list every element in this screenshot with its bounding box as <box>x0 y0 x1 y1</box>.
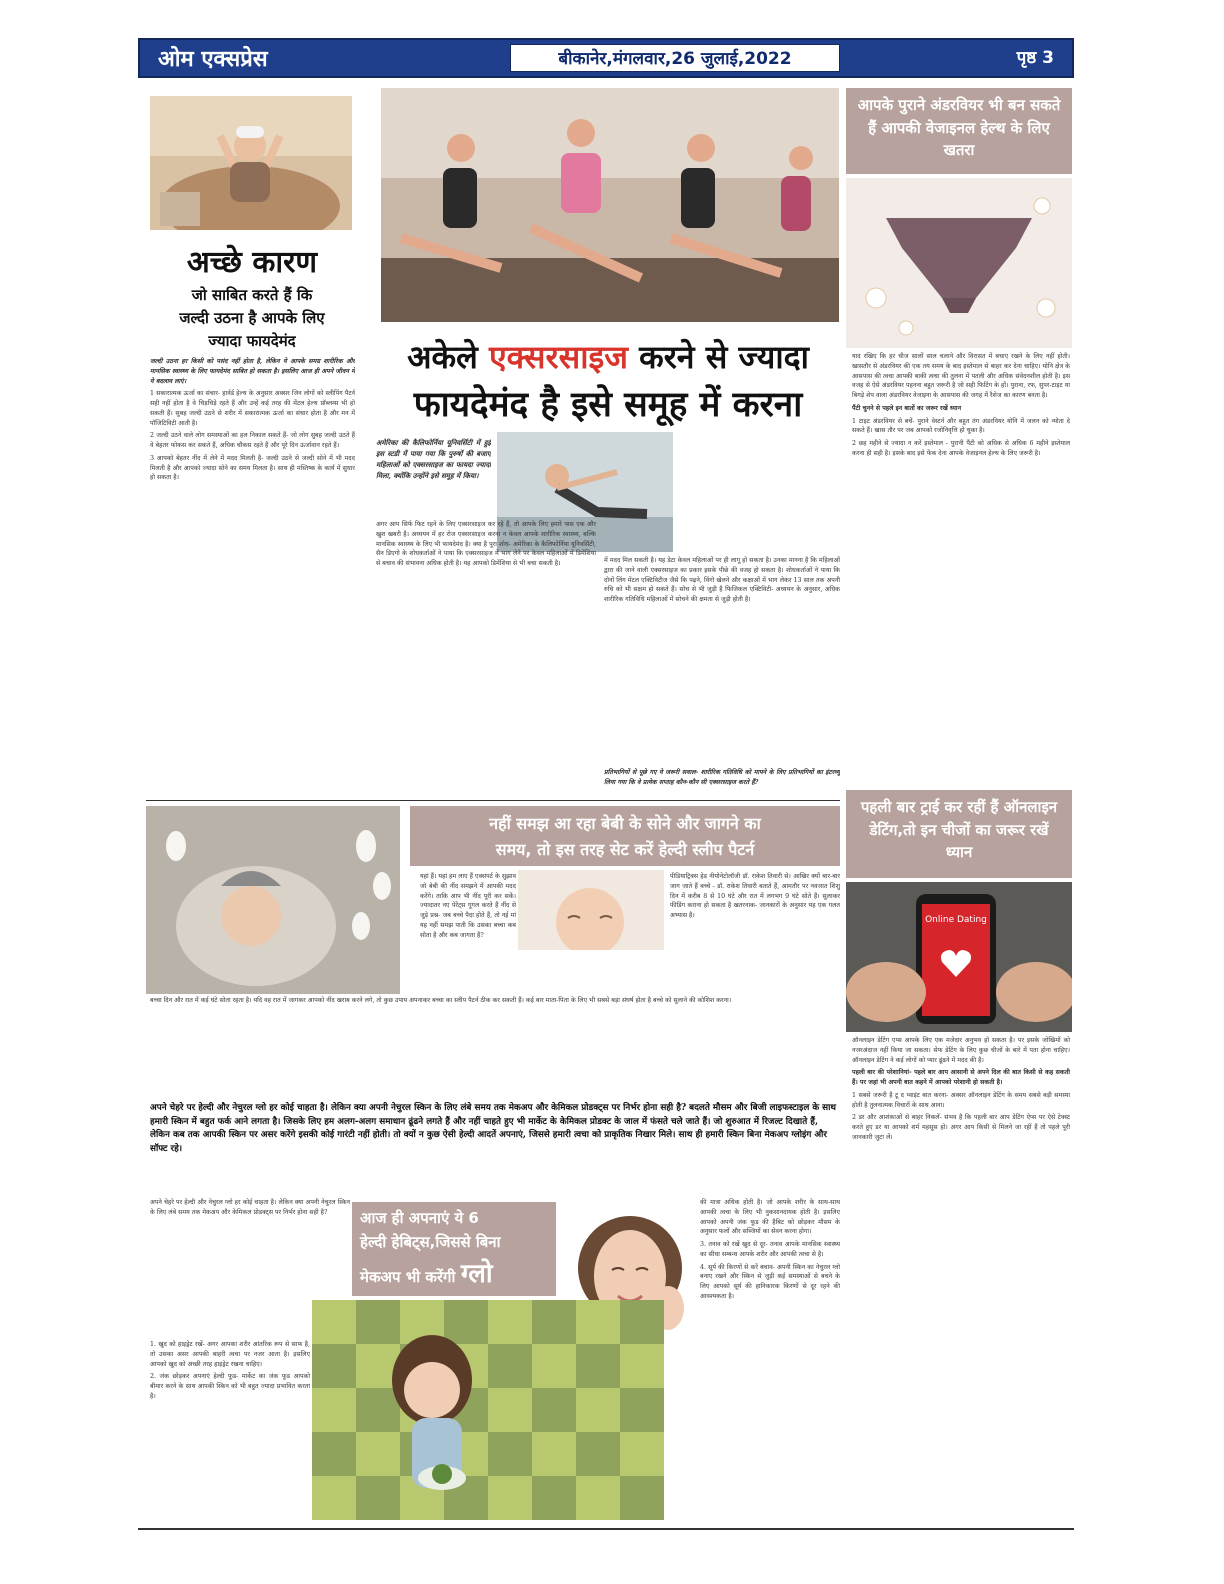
underwear-point-1: 1 टाइट अंडरवियर से बचें- पुराने वेस्टर्न और बहुत तंग अंडरवियर योनि में जलन को न्योता दे सकते हैं। खास तौर पर जब आपको रजोनिवृत्ति हो चुका है। <box>852 417 1070 435</box>
glow-col1-text: अपने चेहरे पर हेल्दी और नेचुरल ग्लो हर कोई चाहता है। लेकिन क्या अपनी नेचुरल स्किन के लिए लंबे समय तक मेकअप और केमिकल प्रोडक्ट्स पर निर्भर होना सही है? <box>150 1199 350 1216</box>
exercise-headline-part2: करने से ज्यादा <box>628 338 809 376</box>
glow-point-4: 4. सूर्य की किरणों से करें बचाव- अपनी स्किन का नेचुरल ग्लो बनाए रखने और स्किन से जुड़ी कई समस्याओं से बचने के लिए आपको सूर्य की हानिकारक किरणों से दूर रहने की आवश्यकता है। <box>700 1263 840 1300</box>
glow-headline-box <box>352 1202 556 1296</box>
glow-headline-3: मेकअप भी करेंगी <box>360 1268 456 1286</box>
wake-point-1: 1 सकारात्मक ऊर्जा का संचार- हार्वर्ड हेल्थ के अनुसार अक्सर जिन लोगों को स्लीपिंग पैटर्न सही नहीं होता है वे चिड़चिड़े रहते हैं और उन्हें कई तरह की मेंटल हेल्थ प्रॉब्लम्स भी हो सकती हैं। सुबह जल्दी उठने से शरीर में सकारात्मक ऊर्जा का संचार होता है और मन में पॉजिटिविटी आती है। <box>150 390 355 427</box>
dating-point-2: 2 डर और आशंकाओं से बाहर निकलें- संभव है कि पहली बार आप डेटिंग ऐप्स पर ऐसे टेक्स्ट करते हुए डर या आपको शर्म महसूस हो। अगर आप किसी से मिलने जा रहीं हैं तो पहले पूरी जानकारी जुटा लें। <box>852 1114 1070 1141</box>
glow-headline-3-row <box>352 1254 556 1290</box>
exercise-caption: प्रतिभागियों से पूछे गए ये जरूरी सवाल- शारीरिक गतिविधि को मापने के लिए प्रतिभागियों का इंटरव्यू लिया गया कि वे प्रत्येक सप्ताह कौन-कौन सी एक्सरसाइज करते हैं? <box>604 769 840 786</box>
dateline: बीकानेर,मंगलवार,26 जुलाई,2022 <box>510 44 840 72</box>
glow-point-2: 2. जंक छोड़कर अपनाएं हेल्दी फूड- मार्केट का जंक फूड आपको बीमार करने के साथ आपकी स्किन को भी बहुत ज्यादा प्रभावित करता है। <box>150 1373 310 1400</box>
glow-col1b <box>150 1340 310 1520</box>
underwear-headline: आपके पुराने अंडरवियर भी बन सकते हैं आपकी वेजाइनल हेल्थ के लिए खतरा <box>857 96 1061 159</box>
baby-headline-box <box>410 806 840 866</box>
glow-headline-glow: ग्लो <box>460 1259 493 1289</box>
woman-picnic-illustration <box>312 1300 664 1520</box>
underwear-headline-box <box>846 88 1072 174</box>
wake-point-3: 3 आपको बेहतर नींद में लेने में मदद मिलती है- जल्दी उठने से जल्दी सोने में भी मदद मिलती है और आपको ज्यादा सोने का समय मिलता है। साथ ही मस्तिष्क के कार्य में सुधार हो सकता है। <box>150 454 355 482</box>
dating-body <box>852 1036 1070 1336</box>
underwear-illustration <box>846 178 1072 348</box>
baby-face-illustration <box>518 870 664 976</box>
phone-screen-label: Online Dating <box>925 915 987 925</box>
glow-col2-text: की मात्रा अधिक होती है। जो आपके शरीर के साथ-साथ आपकी त्वचा के लिए भी नुकसानदायक होती है। इसलिए आपको अपनी जंक फूड की हैबिट को छोड़कर मौसम के अनुसार फलों और सब्जियों का सेवन करना होगा। <box>700 1199 840 1236</box>
exercise-headline-part1: अकेले <box>407 338 489 376</box>
woman-waking-illustration <box>150 96 352 230</box>
wake-headline: अच्छे कारण <box>186 245 318 280</box>
paper-name: ओम एक्सप्रेस <box>158 47 268 72</box>
baby-sleeping-photo <box>146 806 400 994</box>
glow-col2 <box>700 1198 840 1518</box>
underwear-point-2: 2 छह महीने से ज्यादा न करें इस्तेमाल - पुरानी पैंटी को अधिक से अधिक 6 महीने इस्तेमाल करना ही सही है। इसके बाद इसे फेंक देना आपके वेजाइनल हेल्थ के लिए जरूरी है। <box>852 440 1070 457</box>
group-yoga-photo <box>381 88 839 322</box>
exercise-headline-highlight: एक्सरसाइज <box>488 338 628 376</box>
dating-headline-box <box>846 790 1072 878</box>
baby-face-photo <box>518 870 664 976</box>
baby-headline-1: नहीं समझ आ रहा बेबी के सोने और जागने का <box>489 814 761 833</box>
dating-point-1: 1 सबसे जरूरी है टू द प्वाइंट बात करना- अक्सर ऑनलाइन डेटिंग के समय सबसे बड़ी समस्या होती है तुलनात्मक विचारों के साथ आना। <box>852 1091 1070 1109</box>
dating-headline: पहली बार ट्राई कर रहीं हैं ऑनलाइन डेटिंग,तो इन चीजों का जरूर रखें ध्यान <box>860 798 1058 861</box>
section-rule <box>146 800 840 801</box>
dating-text: ऑनलाइन डेटिंग एप्स आपके लिए एक मजेदार अनुभव हो सकता है। पर इसके जोखिमों को नजरअंदाज नहीं किया जा सकता। सेफ डेटिंग के लिए कुछ चीजों के बारे में पता होना चाहिए। ऑनलाइन डेटिंग ने कई लोगों को प्यार ढूंढने में मदद की है। <box>852 1037 1070 1064</box>
exercise-headline-line1 <box>374 335 842 378</box>
woman-picnic-photo <box>312 1300 664 1520</box>
dating-sub: पहली बार की परेशानियां- पहले बार आप आसानी से अपने दिल की बात किसी से कह सकती हैं। पर जहां भी अपनी बात कहने में आपको परेशानी हो सकती है। <box>852 1069 1070 1086</box>
woman-waking-photo <box>150 96 352 230</box>
footer-rule <box>138 1528 1074 1530</box>
page-label: पृष्ठ 3 <box>1016 48 1054 68</box>
wake-subhead-1: जो साबित करते हैं कि <box>191 286 313 304</box>
wake-body <box>150 357 355 797</box>
wake-point-2: 2 जल्दी उठने वाले लोग समस्याओं का हल निकाल सकते हैं- जो लोग सुबह जल्दी उठते हैं वे बेहतर फोकस कर सकते हैं, अधिक चौकस रहते हैं और पूरे दिन ऊर्जावान रहते हैं। <box>150 432 355 449</box>
underwear-body <box>852 352 1070 788</box>
glow-point-3: 3. तनाव को रखें खुद से दूर- तनाव आपके मानसिक स्वास्थ्य का सीधा सम्बन्ध आपके शरीर और आपकी त्वचा से है। <box>700 1241 840 1258</box>
underwear-text: याद रखिए कि हर चीज सालों साल चलाने और विरासत में बचाए रखने के लिए नहीं होती। खासतौर से अंडरवियर की एक तय समय के बाद इस्तेमाल से बाहर कर देना चाहिए। योनि क्षेत्र के आसपास की त्वचा आपकी बाकी त्वचा की तुलना में पतली और अधिक संवेदनशील होती है। इस वजह से ऐसे अंडरवियर पहनना बहुत जरूरी है जो सही फिटिंग के हों। पुराना, रफ, सुपर-टाइट या बिगड़े शेप वाला अंडरवियर वेजाइना के आसपास की जगह में रैशेज का कारण बनता है। <box>852 353 1070 399</box>
underwear-photo <box>846 178 1072 348</box>
wake-intro: जल्दी उठना हर किसी को पसंद नहीं होता है, लेकिन ये आपके समग्र शारीरिक और मानसिक स्वास्थ्य के लिए फायदेमंद साबित हो सकता है। इसलिए आज ही अपने जीवन में ये बदलाव लाएं। <box>150 358 355 385</box>
group-yoga-illustration <box>381 88 839 322</box>
glow-lead: अपने चेहरे पर हेल्दी और नेचुरल ग्लो हर कोई चाहता है। लेकिन क्या अपनी नेचुरल स्किन के लिए लंबे समय तक मेकअप और केमिकल प्रोडक्ट्स पर निर्भर होना सही है? बदलते मौसम और बिजी लाइफस्टाइल के साथ हमारी स्किन में बहुत फर्क आने लगता है। जिसके लिए हम अलग-अलग समाधान ढूंढने लगते हैं और नहीं चाहते हुए भी मार्केट के केमिकल प्रोडक्ट के जाल में फंसते चले जाते हैं। जो शुरुआत में रिजल्ट दिखाते हैं, लेकिन कब तक आपकी स्किन पर असर करेंगे इसकी कोई गारंटी नहीं होती। तो क्यों न कुछ ऐसी हेल्दी आदतें अपनाएं, जिससे हमारी त्वचा को प्राकृतिक निखार मिले। साथ ही हमारी स्किन बिना मेकअप ग्लोइंग और सॉफ्ट रहे। <box>150 1103 837 1154</box>
baby-sleeping-illustration <box>146 806 400 994</box>
glow-point-1: 1. खुद को हाइड्रेट रखें- अगर आपका शरीर आंतरिक रूप से साफ है, तो उसका असर आपकी बाहरी त्वचा पर नजर आता है। इसलिए आपको खुद को अच्छी तरह हाइड्रेट रखना चाहिए। <box>150 1341 310 1368</box>
exercise-intro: अमेरिका की कैलिफोर्निया यूनिवर्सिटी में हुई इस स्टडी में पाया गया कि पुरुषों की बजाए महिलाओं को एक्सरसाइज का फायदा ज्यादा मिला, क्योंकि उन्होंने इसे समूह में किया। <box>376 438 491 480</box>
online-dating-illustration <box>846 882 1072 1032</box>
exercise-headline-line2: फायदेमंद है इसे समूह में करना <box>413 384 803 425</box>
masthead <box>138 38 1074 78</box>
baby-col2: पीडियाट्रिक्स हेड नीयोनेटोलॉजी डॉ. राकेश तिवारी से। आखिर क्यों बार-बार जाग जाते हैं बच्चे - डॉ. राकेश तिवारी बताते हैं, आमतौर पर नवजात शिशु दिन में करीब 8 से 10 घंटे और रात में लगभग 9 घंटे सोते हैं। सुलाकर फीडिंग कराना हो सकता है खतरनाक- जानकारों के अनुसार यह एक गलत अभ्यास है। <box>670 873 840 919</box>
exercise-col2: में मदद मिल सकती है। यह डेटा केवल महिलाओं पर ही लागू हो सकता है। उनका मानना है कि महिलाओं द्वारा की जाने वाली एक्सरसाइज का प्रकार इसके पीछे की वजह हो सकता है। शोधकर्ताओं ने पाया कि दोनों लिंग मेंटल एक्टिविटीज जैसे कि पढ़ने, विंगो खेलने और कक्षाओं में भाग लेकर 13 साल तक अपनी रुचि को भी सक्षम हो सकते हैं। सोच से भी जुड़ी है फिजिकल एक्टिविटी- अध्ययन के अनुसार, अधिक शारीरिक गतिविधि महिलाओं में सोचने की क्षमता से जुड़ी होती है। <box>604 557 840 603</box>
baby-col-bottom: बच्चा दिन और रात में कई घंटे सोता रहता है। यदि वह रात में जागकर आपको नींद खराब करने लगे, तो कुछ उपाय अपनाकर बच्चा का स्लीप पैटर्न ठीक कर सकती हैं। कई बार माता-पिता के लिए भी सबसे बड़ा संघर्ष होता है बच्चे को सुलाने की कोशिश करना। <box>150 997 732 1004</box>
glow-headline-1: आज ही अपनाएं ये 6 <box>360 1209 479 1227</box>
baby-col1: यहां हैं। यहां हम लाए हैं एक्सपर्ट के सुझाव जो बेबी की नींद समझने में आपकी मदद करेंगे। ताकि आप भी नींद पूरी कर सकें। ज्यादातर नए पेरेंट्स गूगल करते हैं नींद से जुड़े प्रश्न- जब बच्चे पैदा होते हैं, तो नई मां यह नहीं समझ पाती कि उसका बच्चा कब सोता है और कब जागता है? <box>420 873 516 939</box>
wake-subhead-3: ज्यादा फायदेमंद <box>208 332 296 350</box>
wake-subhead-2: जल्दी उठना है आपके लिए <box>179 309 325 327</box>
exercise-col1: अगर आप सिर्फ फिट रहने के लिए एक्सरसाइज कर रहे हैं, तो आपके लिए हमारे पास एक और खुश खबरी है। अध्ययन में हर रोज एक्सरसाइज करना न केवल आपके शारीरिक स्वास्थ्य, बल्कि मानसिक स्वास्थ्य के लिए भी फायदेमंद है। क्या है पूरा शोध- अमेरिका के कैलिफोर्निया यूनिवर्सिटी, सैन डिएगो के शोधकर्ताओं ने पाया कि एक्सरसाइज में भाग लेने पर केवल महिलाओं में डिमेंशिया से बचाव की संभावना अधिक होती है। यह आपको डिमेंशिया से भी बचा सकती है। <box>376 521 596 567</box>
glow-headline-2: हेल्दी हेबिट्स,जिससे बिना <box>360 1233 501 1251</box>
underwear-sub: पैंटी चुनने से पहले इन बातों का जरूर रखें ध्यान <box>852 404 962 412</box>
online-dating-photo <box>846 882 1072 1032</box>
baby-headline-2: समय, तो इस तरह सेट करें हेल्दी स्लीप पैटर्न <box>495 840 755 859</box>
